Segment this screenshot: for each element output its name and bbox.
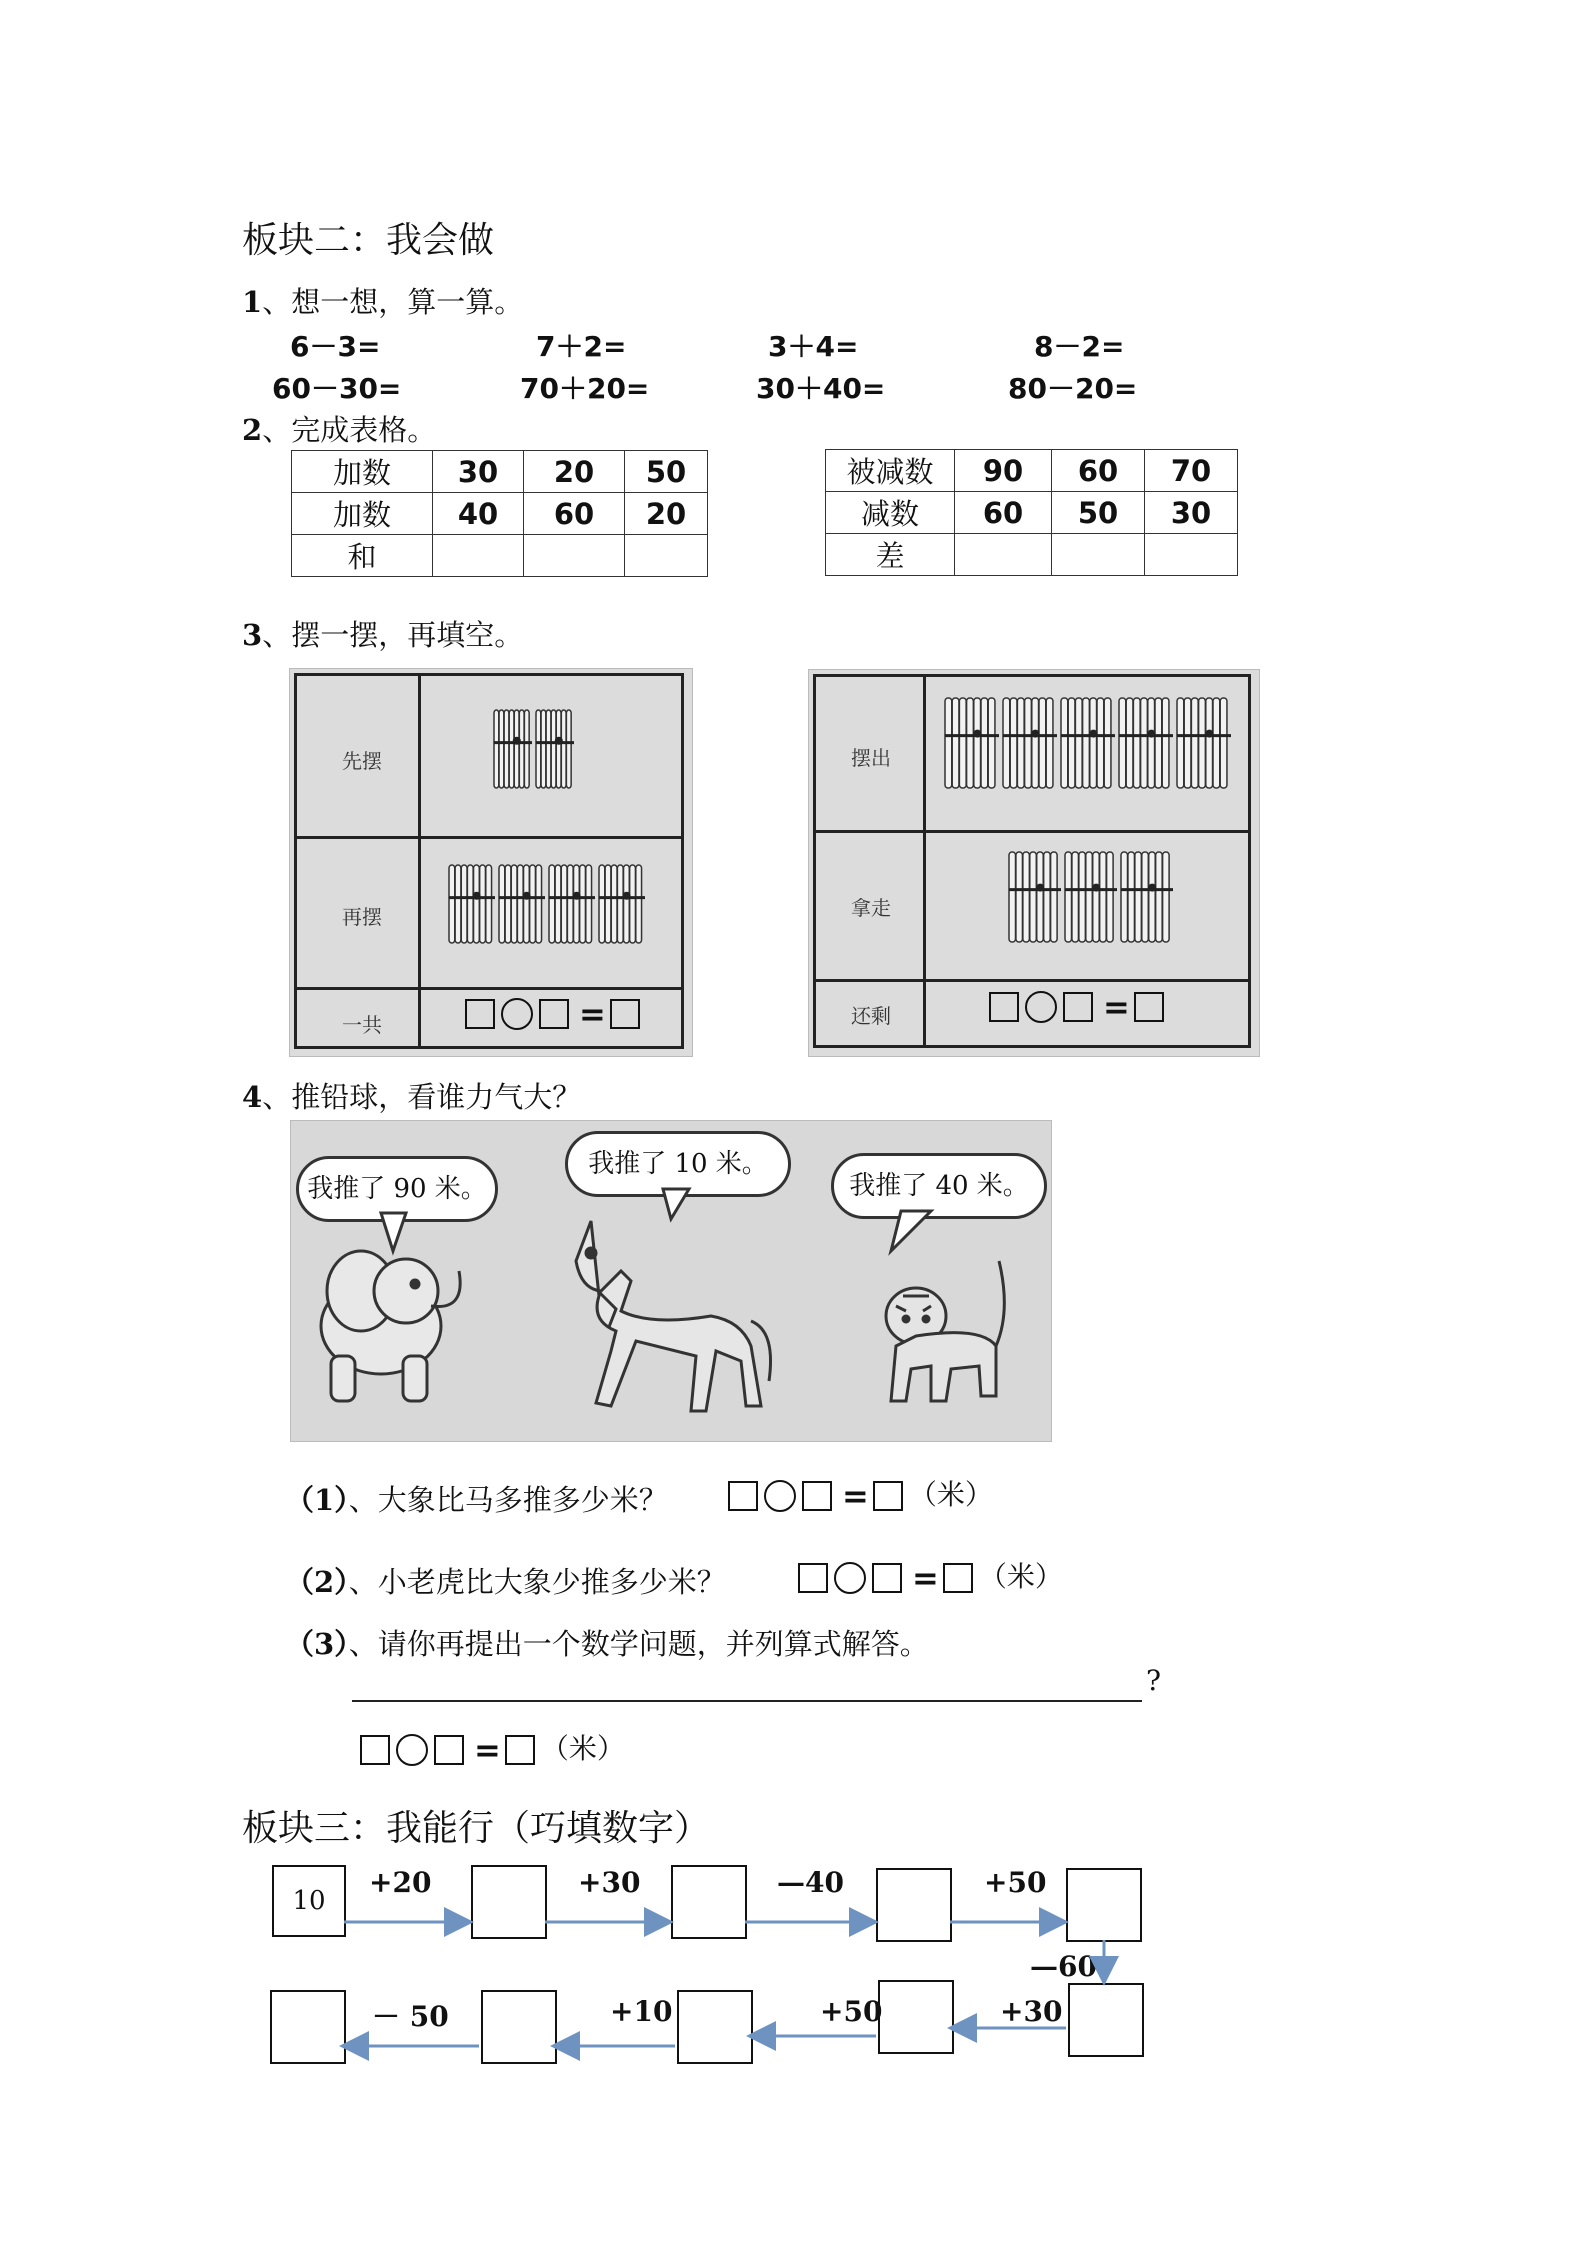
table-cell: 差 — [826, 534, 955, 576]
start-number-box: 10 — [272, 1865, 346, 1937]
tiger-speech-bubble: 我推了 40 米。 — [831, 1153, 1047, 1219]
table-cell: 90 — [955, 450, 1052, 492]
subq1-text: 、大象比马多推多少米？ — [348, 1483, 668, 1517]
equals-sign: = — [474, 1731, 501, 1769]
stick-bundle-icon — [1177, 698, 1231, 788]
horse-speech-bubble: 我推了 10 米。 — [565, 1131, 791, 1197]
addition-equation[interactable] — [465, 995, 646, 1033]
subq2-number: （2） — [285, 1565, 349, 1599]
elephant-icon — [321, 1251, 460, 1401]
table-cell: 被减数 — [826, 450, 955, 492]
q1-number: 1 — [242, 285, 263, 319]
subq3-equation[interactable] — [360, 1727, 625, 1769]
table-cell: 40 — [433, 493, 524, 535]
answer-box[interactable] — [872, 1563, 902, 1593]
op-label: —40 — [777, 1866, 844, 1899]
equals-sign: = — [579, 995, 606, 1033]
answer-box[interactable] — [802, 1481, 832, 1511]
table-cell: 70 — [1145, 450, 1238, 492]
table-cell: 50 — [1052, 492, 1145, 534]
table-row — [826, 534, 1238, 576]
chain-box[interactable] — [677, 1990, 753, 2064]
equals-sign: = — [1103, 988, 1130, 1026]
op-label: － 50 — [372, 2000, 449, 2033]
answer-box[interactable] — [610, 999, 640, 1029]
stick-bundles-row1 — [490, 704, 580, 804]
answer-cell[interactable] — [955, 534, 1052, 576]
chain-box[interactable] — [270, 1990, 346, 2064]
q1-title — [242, 280, 523, 321]
chain-box[interactable] — [1066, 1868, 1142, 1942]
q3-text: 、摆一摆，再填空。 — [262, 618, 524, 652]
op-label: —60 — [1030, 1950, 1097, 1983]
stick-bundle-icon — [945, 698, 999, 788]
stick-bundle-icon — [494, 710, 532, 788]
chain-box[interactable] — [671, 1865, 747, 1939]
chain-box[interactable] — [1068, 1983, 1144, 2057]
answer-box[interactable] — [505, 1735, 535, 1765]
equals-sign: = — [912, 1559, 939, 1597]
chain-box[interactable] — [471, 1865, 547, 1939]
op-label: +10 — [610, 1995, 673, 2028]
table-row — [826, 450, 1238, 492]
operator-circle[interactable] — [1025, 991, 1057, 1023]
stick-bundle-icon — [1065, 852, 1117, 942]
table-cell: 和 — [292, 535, 433, 577]
answer-box[interactable] — [539, 999, 569, 1029]
sticks-photo-addition — [289, 668, 693, 1057]
table-row — [826, 492, 1238, 534]
photo-divider — [418, 673, 421, 1046]
table-row — [292, 451, 708, 493]
answer-cell[interactable] — [524, 535, 625, 577]
op-label: +30 — [1000, 1995, 1063, 2028]
stick-bundle-icon — [1061, 698, 1115, 788]
photo-divider — [813, 830, 1248, 833]
calc-8: 80－20= — [1008, 372, 1138, 405]
op-label: +20 — [369, 1866, 432, 1899]
subq3 — [285, 1622, 929, 1663]
q4-title — [242, 1075, 581, 1116]
q4-number: 4 — [242, 1080, 263, 1114]
table-cell: 减数 — [826, 492, 955, 534]
stick-bundle-icon — [1009, 852, 1061, 942]
table-cell: 30 — [433, 451, 524, 493]
answer-box[interactable] — [728, 1481, 758, 1511]
q3-title — [242, 613, 523, 654]
stick-bundle-icon — [1121, 852, 1173, 942]
q2-title — [242, 408, 436, 449]
section3-heading: 板块三：我能行（巧填数字） — [242, 1808, 711, 1849]
chain-box[interactable] — [876, 1868, 952, 1942]
q4-text: 、推铅球，看谁力气大？ — [262, 1080, 582, 1114]
stick-bundle-icon — [536, 710, 574, 788]
label-total: 一共 — [342, 1013, 382, 1037]
horse-icon — [576, 1221, 771, 1411]
table-cell: 20 — [625, 493, 708, 535]
answer-cell[interactable] — [433, 535, 524, 577]
table-cell: 加数 — [292, 451, 433, 493]
stick-bundles-row2 — [445, 859, 655, 959]
operator-circle[interactable] — [396, 1734, 428, 1766]
answer-box[interactable] — [434, 1735, 464, 1765]
chain-box[interactable] — [481, 1990, 557, 2064]
label-remaining: 还剩 — [851, 1004, 891, 1028]
stick-bundles-row1 — [941, 692, 1236, 800]
label-set-out: 摆出 — [851, 746, 891, 770]
q3-number: 3 — [242, 618, 263, 652]
calc-1: 6－3= — [290, 330, 381, 363]
stick-bundles-row2 — [1005, 846, 1175, 954]
answer-box[interactable] — [1063, 992, 1093, 1022]
subtraction-equation[interactable] — [989, 988, 1170, 1026]
answer-box[interactable] — [360, 1735, 390, 1765]
elephant-speech-bubble: 我推了 90 米。 — [296, 1156, 498, 1222]
label-then: 再摆 — [342, 905, 382, 929]
calc-5: 60－30= — [272, 372, 402, 405]
answer-box[interactable] — [1134, 992, 1164, 1022]
operator-circle[interactable] — [764, 1480, 796, 1512]
table-cell: 60 — [1052, 450, 1145, 492]
q2-text: 、完成表格。 — [262, 413, 437, 447]
answer-box[interactable] — [873, 1481, 903, 1511]
label-take-away: 拿走 — [851, 896, 891, 920]
subq1-number: （1） — [285, 1483, 349, 1517]
stick-bundle-icon — [1003, 698, 1057, 788]
unit-label: （米） — [978, 1560, 1063, 1593]
answer-line[interactable] — [352, 1700, 1142, 1702]
answer-box[interactable] — [465, 999, 495, 1029]
stick-bundle-icon — [499, 865, 545, 943]
stick-bundle-icon — [1119, 698, 1173, 788]
calc-3: 3＋4= — [768, 330, 859, 363]
table-cell: 60 — [524, 493, 625, 535]
photo-divider — [813, 979, 1248, 982]
photo-divider — [294, 836, 681, 839]
equals-sign: = — [842, 1477, 869, 1515]
answer-cell[interactable] — [1052, 534, 1145, 576]
chain-box[interactable] — [878, 1980, 954, 2054]
subq3-text: 、请你再提出一个数学问题，并列算式解答。 — [348, 1627, 929, 1661]
photo-divider — [294, 987, 681, 990]
operator-circle[interactable] — [501, 998, 533, 1030]
unit-label: （米） — [540, 1732, 625, 1765]
table-cell: 20 — [524, 451, 625, 493]
table-cell: 60 — [955, 492, 1052, 534]
subq1-equation[interactable] — [728, 1473, 993, 1515]
table-cell: 50 — [625, 451, 708, 493]
operator-circle[interactable] — [834, 1562, 866, 1594]
answer-box[interactable] — [989, 992, 1019, 1022]
q2-number: 2 — [242, 413, 263, 447]
tiger-icon — [886, 1261, 1004, 1401]
question-mark: ? — [1146, 1664, 1162, 1697]
subtraction-table — [825, 449, 1238, 576]
animals-drawing — [291, 1121, 1051, 1441]
shot-put-illustration — [290, 1120, 1052, 1442]
sticks-photo-subtraction — [808, 669, 1260, 1057]
table-cell: 加数 — [292, 493, 433, 535]
unit-label: （米） — [908, 1478, 993, 1511]
op-label: +30 — [578, 1866, 641, 1899]
table-row — [292, 493, 708, 535]
stick-bundle-icon — [599, 865, 645, 943]
answer-box[interactable] — [943, 1563, 973, 1593]
subq2 — [285, 1560, 726, 1601]
subq1 — [285, 1478, 668, 1519]
table-row — [292, 535, 708, 577]
subq3-number: （3） — [285, 1627, 349, 1661]
table-cell: 30 — [1145, 492, 1238, 534]
answer-box[interactable] — [798, 1563, 828, 1593]
label-first: 先摆 — [342, 749, 382, 773]
subq2-equation[interactable] — [798, 1555, 1063, 1597]
subq2-text: 、小老虎比大象少推多少米？ — [348, 1565, 726, 1599]
calc-7: 30＋40= — [756, 372, 886, 405]
answer-cell[interactable] — [1145, 534, 1238, 576]
op-label: +50 — [984, 1866, 1047, 1899]
photo-divider — [923, 674, 926, 1045]
q1-text: 、想一想，算一算。 — [262, 285, 524, 319]
section2-heading: 板块二：我会做 — [242, 220, 495, 261]
stick-bundle-icon — [549, 865, 595, 943]
addition-table — [291, 450, 708, 577]
calc-4: 8－2= — [1034, 330, 1125, 363]
op-label: +50 — [820, 1995, 883, 2028]
calc-2: 7＋2= — [536, 330, 627, 363]
stick-bundle-icon — [449, 865, 495, 943]
calc-6: 70＋20= — [520, 372, 650, 405]
answer-cell[interactable] — [625, 535, 708, 577]
